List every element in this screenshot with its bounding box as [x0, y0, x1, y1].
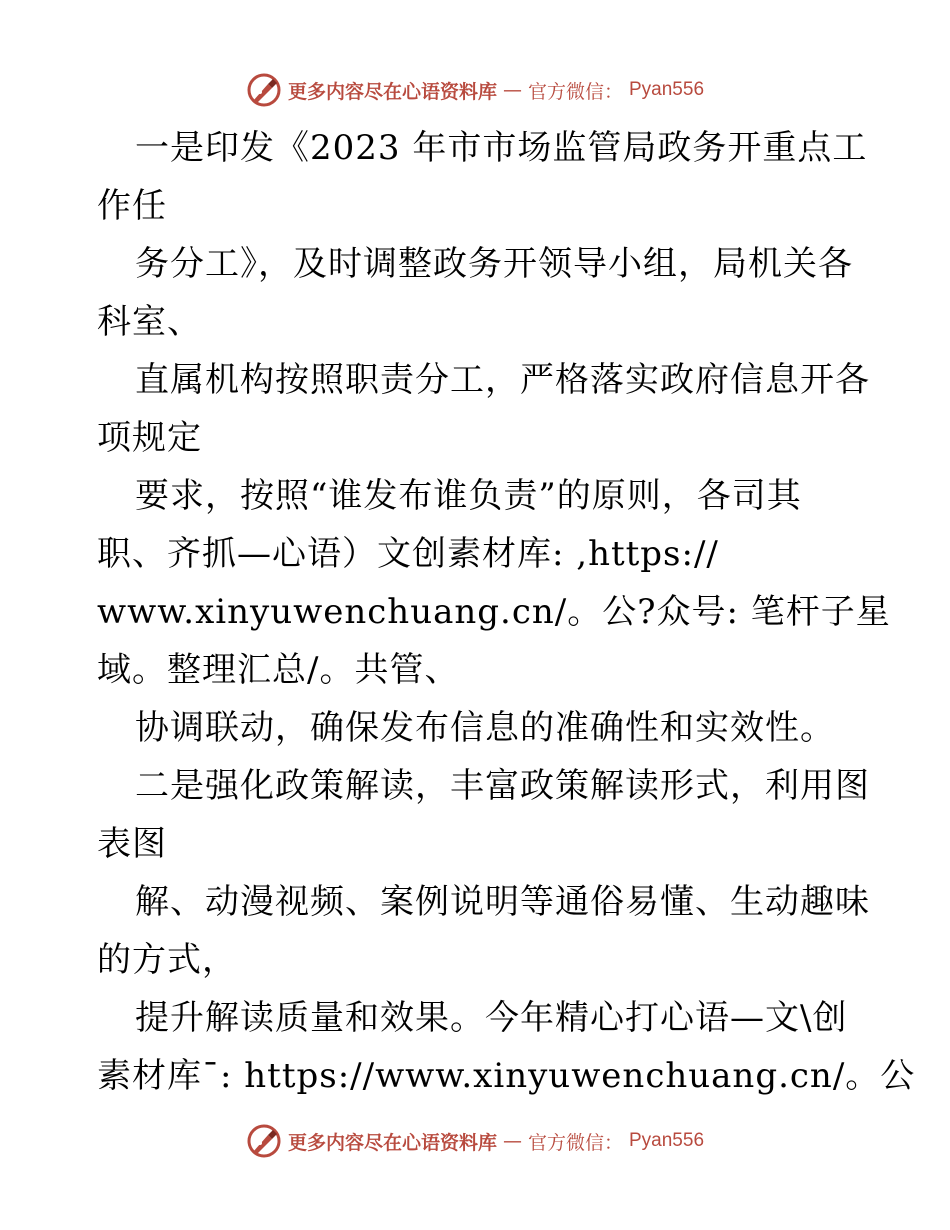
body-line: 一是印发《2023 年市市场监管局政务开重点工: [135, 128, 868, 168]
footer-watermark-banner: [0, 1121, 950, 1161]
banner-wechat-label: 官方微信：: [527, 80, 623, 103]
banner-wechat-id: Pyan556: [629, 79, 705, 100]
body-line: 表图: [97, 824, 167, 864]
body-line: 提升解读质量和效果。今年精心打心语—文\创: [135, 998, 848, 1038]
pen-logo-icon: [246, 1123, 282, 1159]
body-line: 二是强化政策解读，丰富政策解读形式，利用图: [135, 766, 870, 806]
body-line: 科室、: [97, 302, 202, 342]
banner-wechat-id: Pyan556: [629, 1130, 705, 1151]
body-line: 域。整理汇总/。共管、: [97, 650, 460, 690]
body-line: www.xinyuwenchuang.cn/。公?众号: 笔杆子星: [97, 592, 891, 632]
body-line: 要求，按照“谁发布谁负责”的原则，各司其: [135, 476, 802, 516]
body-line: 直属机构按照职责分工，严格落实政府信息开各: [135, 360, 870, 400]
body-line: 的方式，: [97, 940, 237, 980]
banner-wechat-label: 官方微信：: [527, 1131, 623, 1154]
banner-separator: —: [502, 1130, 522, 1152]
body-line: 素材库¯: https://www.xinyuwenchuang.cn/。公: [97, 1056, 916, 1096]
body-line: 项规定: [97, 418, 202, 458]
banner-separator: —: [502, 79, 522, 101]
body-line: 务分工》，及时调整政务开领导小组，局机关各: [135, 244, 853, 284]
banner-site-name: 更多内容尽在心语资料库: [287, 80, 497, 103]
body-line: 作任: [97, 186, 167, 226]
banner-site-name: 更多内容尽在心语资料库: [287, 1131, 497, 1154]
body-line: 解、动漫视频、案例说明等通俗易懂、生动趣味: [135, 882, 870, 922]
body-line: 协调联动，确保发布信息的准确性和实效性。: [135, 708, 835, 748]
body-line: 职、齐抓—心语）文创素材库: ,https://: [97, 534, 719, 574]
